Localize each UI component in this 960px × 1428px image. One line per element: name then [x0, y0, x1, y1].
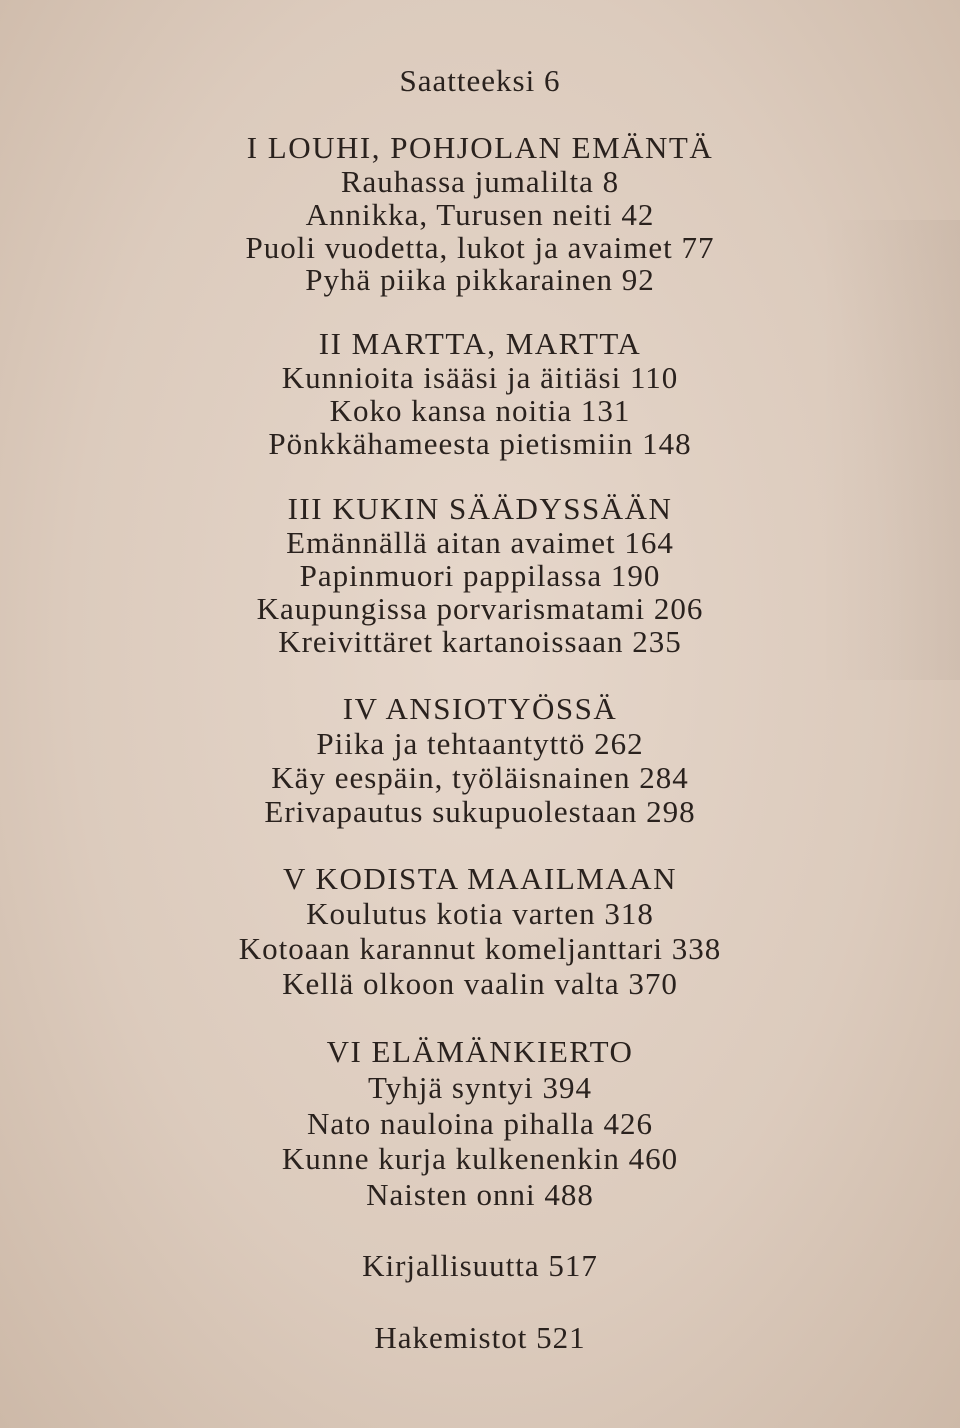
- toc-entry: Käy eespäin, työläisnainen 284: [271, 760, 689, 795]
- toc-entry: Papinmuori pappilassa 190: [299, 558, 661, 593]
- toc-entry: Kunne kurja kulkenenkin 460: [281, 1141, 679, 1176]
- toc-entry: Tyhjä syntyi 394: [368, 1070, 592, 1105]
- section-heading: I LOUHI, POHJOLAN EMÄNTÄ: [246, 130, 714, 165]
- section-heading: IV ANSIOTYÖSSÄ: [342, 691, 618, 726]
- toc-entry: Koulutus kotia varten 318: [306, 896, 654, 931]
- section-heading: II MARTTA, MARTTA: [318, 326, 642, 361]
- section-heading: V KODISTA MAAILMAAN: [282, 861, 677, 896]
- section-heading: III KUKIN SÄÄDYSSÄÄN: [287, 491, 673, 526]
- toc-preface: Saatteeksi 6: [399, 63, 561, 98]
- toc-entry: Puoli vuodetta, lukot ja avaimet 77: [245, 230, 715, 265]
- toc-entry: Kaupungissa porvarismatami 206: [256, 591, 704, 626]
- toc-entry: Pyhä piika pikkarainen 92: [305, 262, 655, 297]
- section-heading: VI ELÄMÄNKIERTO: [326, 1034, 634, 1069]
- toc-entry: Emännällä aitan avaimet 164: [286, 525, 674, 560]
- toc-index: Hakemistot 521: [374, 1320, 586, 1355]
- toc-entry: Koko kansa noitia 131: [329, 393, 631, 428]
- toc-entry: Annikka, Turusen neiti 42: [305, 197, 655, 232]
- toc-entry: Kellä olkoon vaalin valta 370: [282, 966, 678, 1001]
- toc-entry: Kreivittäret kartanoissaan 235: [278, 624, 682, 659]
- toc-entry: Kotoaan karannut komeljanttari 338: [238, 931, 722, 966]
- toc-entry: Naisten onni 488: [366, 1177, 594, 1212]
- toc-entry: Rauhassa jumalilta 8: [340, 164, 620, 199]
- toc-entry: Erivapautus sukupuolestaan 298: [264, 794, 696, 829]
- toc-entry: Kunnioita isääsi ja äitiäsi 110: [281, 360, 679, 395]
- toc-entry: Piika ja tehtaantyttö 262: [316, 726, 644, 761]
- toc-entry: Nato nauloina pihalla 426: [306, 1106, 654, 1141]
- toc-bibliography: Kirjallisuutta 517: [362, 1248, 598, 1283]
- toc-entry: Pönkkähameesta pietismiin 148: [268, 426, 692, 461]
